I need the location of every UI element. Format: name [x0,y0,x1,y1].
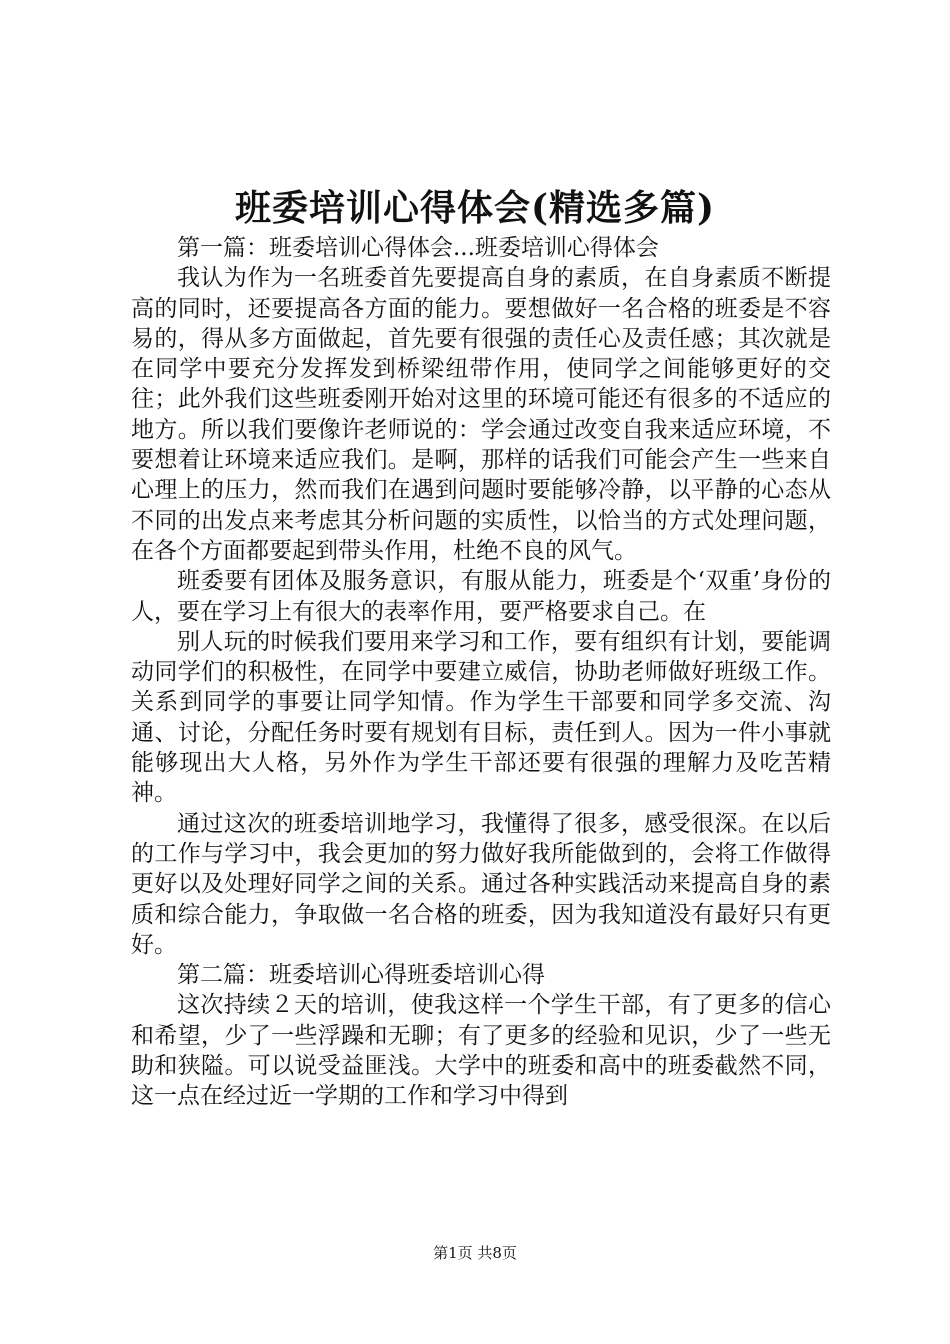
section-heading-2: 第二篇：班委培训心得班委培训心得 [177,962,545,989]
paragraph: 我认为作为一名班委首先要提高自身的素质，在自身素质不断提高的同时，还要提高各方面的能力。要想做好一名合格的班委是不容易的，得从多方面做起，首先要有很强的责任心及责任感；其次就是在同学中要充分发挥发到桥梁纽带作用，使同学之间能够更好的交往；此外我们这些班委刚开始对这里的环境可能还有很多的不适应的地方。所以我们要像许老师说的：学会通过改变自我来适应环境，不要想着让环境来适应我们。是啊，那样的话我们可能会产生一些来自心理上的压力，然而我们在遇到问题时要能够冷静，以平静的心态从不同的出发点来考虑其分析问题的实质性，以恰当的方式处理问题，在各个方面都要起到带头作用，杜绝不良的风气。 [131,265,831,564]
paragraph: 这次持续２天的培训，使我这样一个学生干部，有了更多的信心和希望，少了一些浮躁和无聊；有了更多的经验和见识，少了一些无助和狭隘。可以说受益匪浅。大学中的班委和高中的班委截然不同，这一点在经过近一学期的工作和学习中得到 [131,992,831,1110]
document-body [131,233,831,1112]
document-title: 班委培训心得体会(精选多篇) [234,187,716,229]
paragraph: 班委要有团体及服务意识，有服从能力，班委是个‘双重’身份的人，要在学习上有很大的表率作用，要严格要求自己。在 [131,568,831,625]
section-heading-1: 第一篇：班委培训心得体会...班委培训心得体会 [177,235,659,261]
paragraph: 别人玩的时候我们要用来学习和工作，要有组织有计划，要能调动同学们的积极性，在同学中要建立威信，协助老师做好班级工作。关系到同学的事要让同学知情。作为学生干部要和同学多交流、沟通、讨论，分配任务时要有规划有目标，责任到人。因为一件小事就能够现出大人格，另外作为学生干部还要有很强的理解力及吃苦精神。 [131,628,831,807]
paragraph: 通过这次的班委培训地学习，我懂得了很多，感受很深。在以后的工作与学习中，我会更加的努力做好我所能做到的，会将工作做得更好以及处理好同学之间的关系。通过各种实践活动来提高自身的素质和综合能力，争取做一名合格的班委，因为我知道没有最好只有更好。 [131,810,831,958]
page-footer: 第1页 共8页 [433,1244,517,1262]
